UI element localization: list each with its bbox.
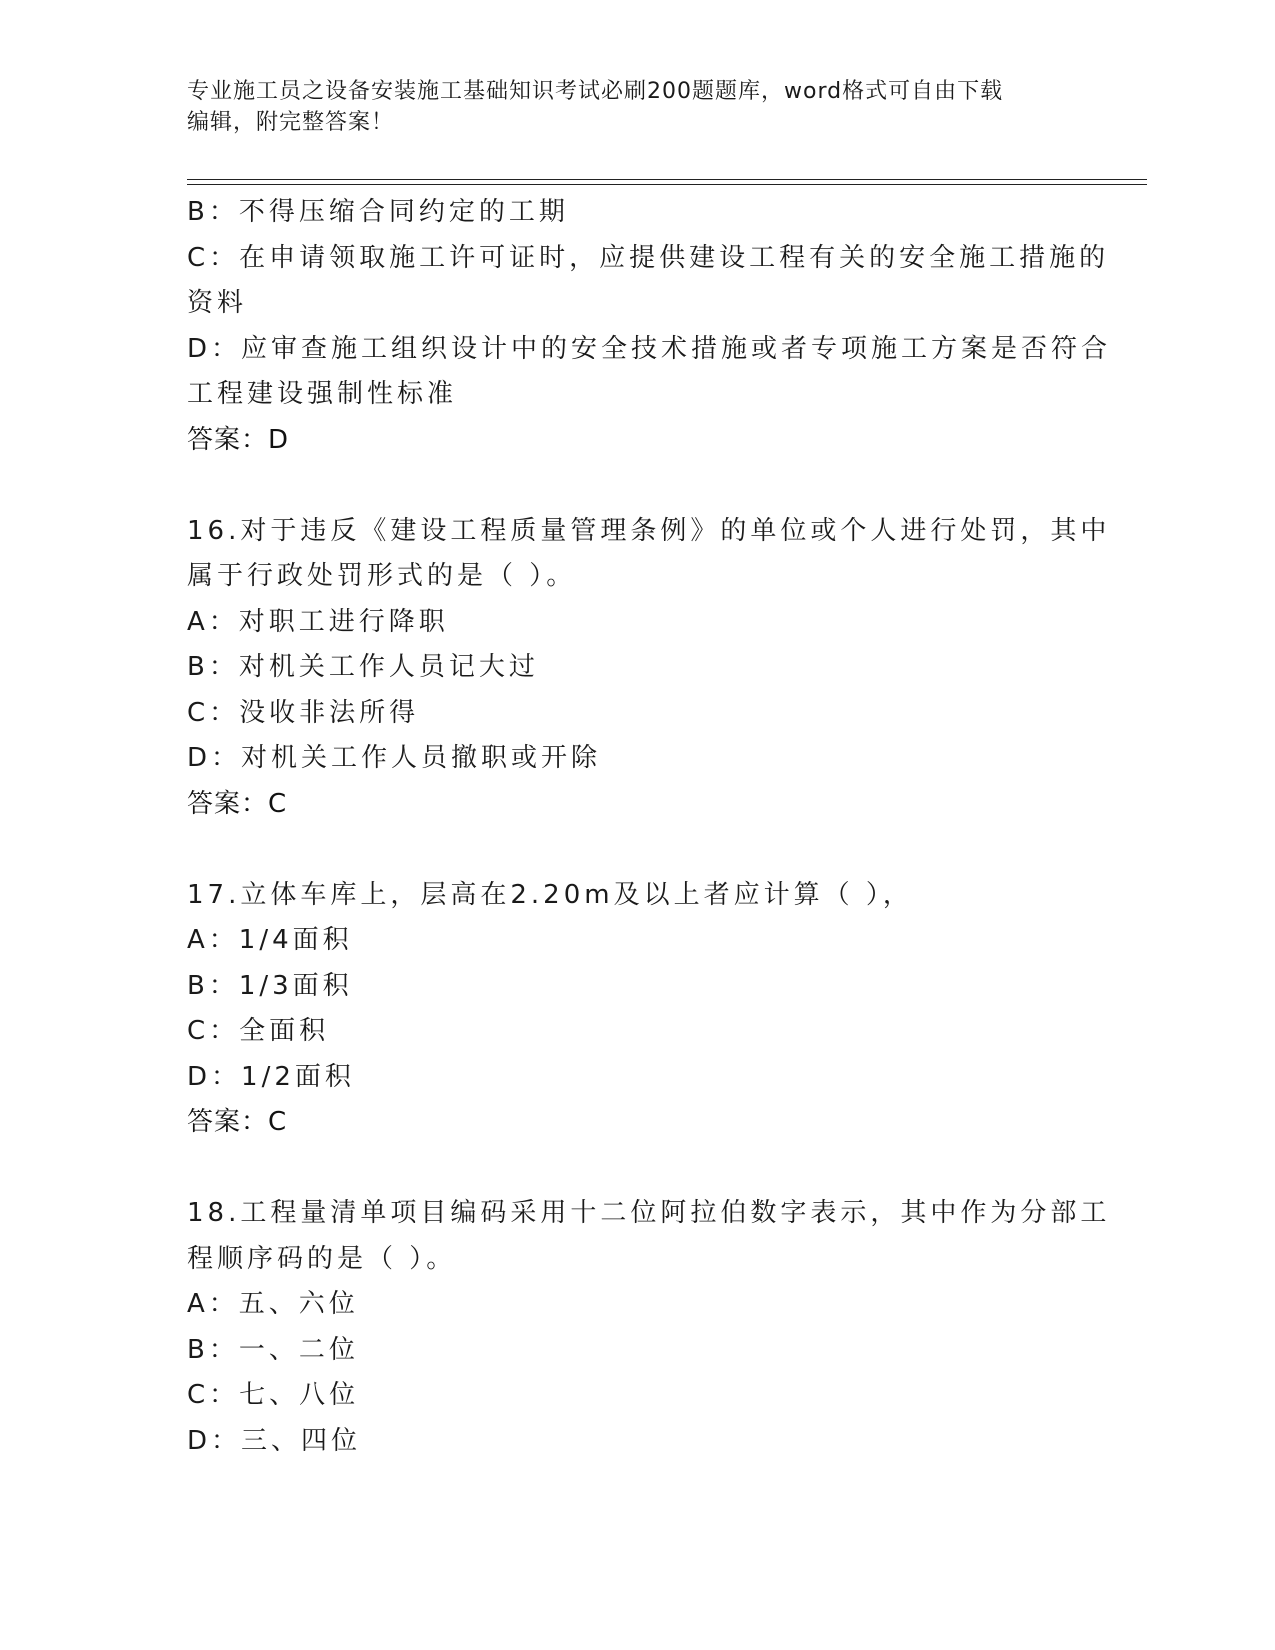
header-divider-top xyxy=(187,179,1147,180)
spacer xyxy=(187,463,1087,509)
option-b: B：不得压缩合同约定的工期 xyxy=(187,197,569,227)
option-a: A：五、六位 xyxy=(187,1289,359,1319)
answer-label: 答案：D xyxy=(187,424,290,455)
question-stem-continued: 程顺序码的是（ ）。 xyxy=(187,1243,457,1274)
header-title-line-1: 专业施工员之设备安装施工基础知识考试必刷200题题库，word格式可自由下载 xyxy=(187,79,1004,104)
option-d: D：三、四位 xyxy=(187,1425,362,1456)
option-a: A：对职工进行降职 xyxy=(187,606,449,637)
question-18-block xyxy=(187,1191,1111,1464)
option-c: C：全面积 xyxy=(187,1016,330,1046)
option-b: B：对机关工作人员记大过 xyxy=(187,652,539,682)
spacer xyxy=(187,1146,1087,1192)
question-16-block xyxy=(187,509,1111,828)
option-c-continued: 资料 xyxy=(187,288,248,318)
option-c: C：没收非法所得 xyxy=(187,697,420,728)
option-d: D：对机关工作人员撤职或开除 xyxy=(187,743,602,773)
option-c: C：在申请领取施工许可证时，应提供建设工程有关的安全施工措施的 xyxy=(187,242,1110,273)
option-b: B：1/3面积 xyxy=(187,970,353,1001)
spacer xyxy=(187,827,1087,873)
option-b: B：一、二位 xyxy=(187,1334,359,1365)
header-divider-bottom xyxy=(187,184,1147,185)
answer-label: 答案：C xyxy=(187,1107,288,1137)
option-c: C：七、八位 xyxy=(187,1380,360,1410)
question-stem: 18.工程量清单项目编码采用十二位阿拉伯数字表示，其中作为分部工 xyxy=(187,1198,1111,1228)
option-d-continued: 工程建设强制性标准 xyxy=(187,379,458,409)
question-stem-continued: 属于行政处罚形式的是（ ）。 xyxy=(187,561,577,591)
question-17-block xyxy=(187,873,1087,1146)
answer-label: 答案：C xyxy=(187,788,288,819)
option-a: A：1/4面积 xyxy=(187,925,353,955)
header-title-line-2: 编辑，附完整答案！ xyxy=(187,110,395,135)
document-header xyxy=(187,76,1067,138)
previous-question-block xyxy=(187,190,1112,463)
option-d: D：应审查施工组织设计中的安全技术措施或者专项施工方案是否符合 xyxy=(187,333,1112,364)
question-content xyxy=(187,190,1112,1464)
question-stem: 16.对于违反《建设工程质量管理条例》的单位或个人进行处罚，其中 xyxy=(187,515,1111,546)
option-d: D：1/2面积 xyxy=(187,1061,355,1092)
question-stem: 17.立体车库上，层高在2.20m及以上者应计算（ ）， xyxy=(187,879,913,910)
